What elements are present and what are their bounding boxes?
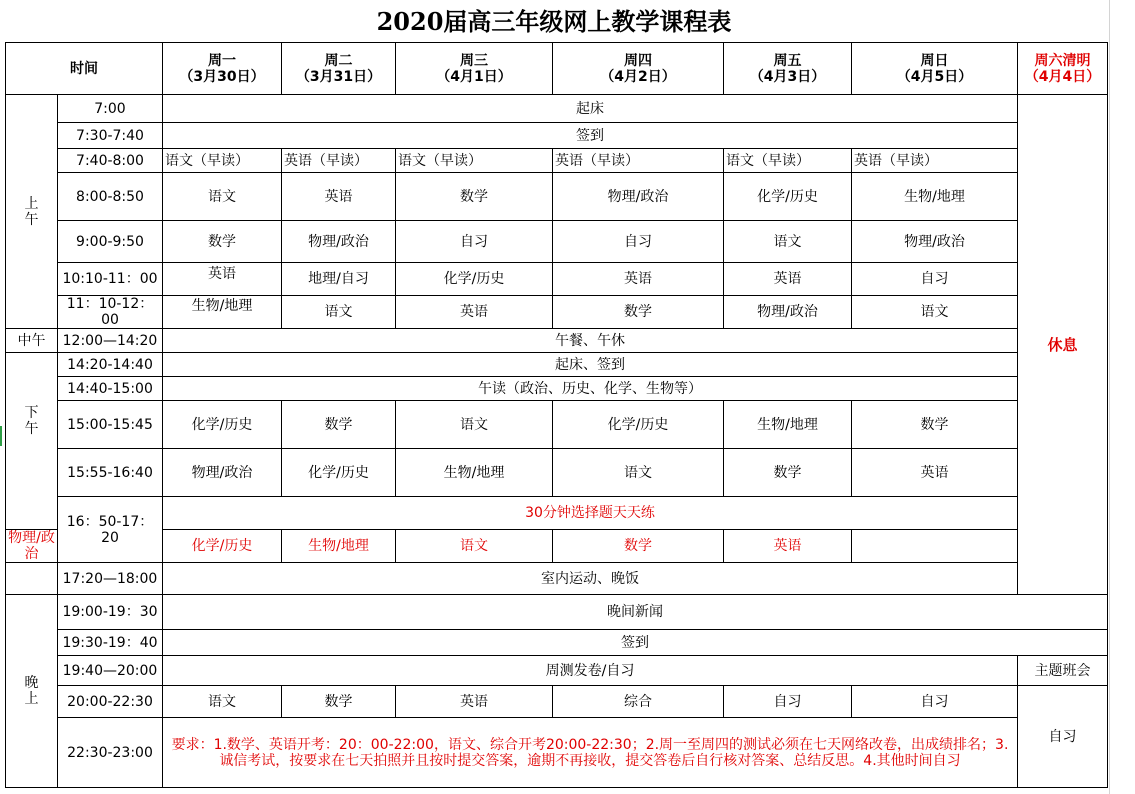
class-cell: 语文（早读）: [724, 149, 852, 173]
time-cell: 19:30-19：40: [58, 630, 163, 656]
class-cell: 英语: [282, 173, 396, 221]
class-cell: 自习: [852, 263, 1018, 296]
class-cell: 英语: [396, 296, 553, 329]
class-cell: 语文: [163, 173, 282, 221]
class-cell: 物理/政治: [163, 449, 282, 497]
table-row: [6, 497, 1108, 530]
row-selection-marker: [0, 426, 2, 446]
time-cell: 11：10-12：00: [58, 296, 163, 329]
merged-cell: 周测发卷/自习: [163, 656, 1018, 686]
time-cell: 19:00-19：30: [58, 595, 163, 630]
class-cell: 物理/政治: [852, 221, 1018, 263]
class-cell: 化学/历史: [724, 173, 852, 221]
class-cell: 英语（早读）: [553, 149, 724, 173]
table-row: [6, 377, 1108, 401]
table-row: [6, 449, 1108, 497]
class-cell: 语文: [852, 296, 1018, 329]
class-cell: 语文: [282, 296, 396, 329]
empty-period-cell: [6, 563, 58, 595]
saturday-cell: 自习: [1018, 686, 1108, 788]
merged-cell: 起床、签到: [163, 353, 1018, 377]
header-day-wed: 周三 （4月1日）: [396, 43, 553, 95]
class-cell: 生物/地理: [396, 449, 553, 497]
class-cell: 语文（早读）: [163, 149, 282, 173]
class-cell: 英语: [724, 263, 852, 296]
class-cell: 语文: [553, 449, 724, 497]
class-cell: 物理/政治: [282, 221, 396, 263]
class-cell: 语文（早读）: [396, 149, 553, 173]
class-cell: 数学: [724, 449, 852, 497]
class-cell: 数学: [553, 530, 724, 563]
table-row: [6, 530, 1108, 563]
saturday-rest: 休息: [1018, 95, 1108, 595]
merged-cell: 签到: [163, 630, 1108, 656]
time-cell: 9:00-9:50: [58, 221, 163, 263]
period-evening: 晚 上: [6, 595, 58, 788]
class-cell: 英语（早读）: [852, 149, 1018, 173]
class-cell: 化学/历史: [396, 263, 553, 296]
header-day-thu: 周四 （4月2日）: [553, 43, 724, 95]
time-cell: 22:30-23:00: [58, 718, 163, 788]
class-cell: 英语: [724, 530, 852, 563]
table-row: [6, 123, 1108, 149]
class-cell: 物理/政治: [6, 530, 58, 563]
merged-cell: 室内运动、晚饭: [163, 563, 1018, 595]
header-day-sat: 周六清明 （4月4日）: [1018, 43, 1108, 95]
table-row: [6, 718, 1108, 788]
class-cell: 数学: [396, 173, 553, 221]
header-day-sun: 周日 （4月5日）: [852, 43, 1018, 95]
table-row: [6, 95, 1108, 123]
table-row: [6, 296, 1108, 329]
sheet-gridline: [1109, 0, 1110, 794]
header-row: [6, 43, 1108, 95]
table-row: [6, 563, 1108, 595]
class-cell: 英语: [163, 263, 282, 296]
class-cell: 数学: [553, 296, 724, 329]
table-row: [6, 401, 1108, 449]
class-cell: 英语: [553, 263, 724, 296]
merged-cell: 签到: [163, 123, 1018, 149]
header-day-tue: 周二 （3月31日）: [282, 43, 396, 95]
time-cell: 8:00-8:50: [58, 173, 163, 221]
class-cell: 自习: [852, 686, 1018, 718]
time-cell: 15:55-16:40: [58, 449, 163, 497]
time-cell: 17:20—18:00: [58, 563, 163, 595]
class-cell: 英语（早读）: [282, 149, 396, 173]
table-row: [6, 656, 1108, 686]
time-cell: 12:00—14:20: [58, 329, 163, 353]
time-cell: 14:40-15:00: [58, 377, 163, 401]
table-row: [6, 149, 1108, 173]
table-row: [6, 595, 1108, 630]
time-cell: 10:10-11：00: [58, 263, 163, 296]
table-row: [6, 221, 1108, 263]
class-cell: 数学: [282, 686, 396, 718]
header-day-mon: 周一 （3月30日）: [163, 43, 282, 95]
class-cell: 英语: [396, 686, 553, 718]
class-cell: 数学: [163, 221, 282, 263]
header-time: 时间: [6, 43, 163, 95]
class-cell: 物理/政治: [553, 173, 724, 221]
period-afternoon: 下 午: [6, 353, 58, 530]
time-cell: 16：50-17：20: [58, 497, 163, 563]
header-day-fri: 周五 （4月3日）: [724, 43, 852, 95]
table-row: [6, 630, 1108, 656]
class-cell: 语文: [724, 221, 852, 263]
time-cell: 7:00: [58, 95, 163, 123]
class-cell: 数学: [852, 401, 1018, 449]
time-cell: 15:00-15:45: [58, 401, 163, 449]
merged-cell: 午读（政治、历史、化学、生物等）: [163, 377, 1018, 401]
time-cell: 7:30-7:40: [58, 123, 163, 149]
class-cell: 生物/地理: [852, 173, 1018, 221]
class-cell: 语文: [396, 530, 553, 563]
class-cell: 数学: [282, 401, 396, 449]
class-cell: 语文: [396, 401, 553, 449]
class-cell: 英语: [852, 449, 1018, 497]
table-row: [6, 353, 1108, 377]
table-row: [6, 329, 1108, 353]
table-row: [6, 173, 1108, 221]
time-cell: 7:40-8:00: [58, 149, 163, 173]
class-cell: 综合: [553, 686, 724, 718]
class-cell: 自习: [396, 221, 553, 263]
time-cell: 20:00-22:30: [58, 686, 163, 718]
schedule-table: [5, 42, 1108, 788]
class-cell: 生物/地理: [724, 401, 852, 449]
merged-cell: 午餐、午休: [163, 329, 1018, 353]
table-row: [6, 263, 1108, 296]
class-cell: 自习: [553, 221, 724, 263]
class-cell: 物理/政治: [724, 296, 852, 329]
period-morning: 上 午: [6, 95, 58, 329]
class-cell: 地理/自习: [282, 263, 396, 296]
merged-cell: 起床: [163, 95, 1018, 123]
class-cell: 化学/历史: [163, 530, 282, 563]
time-cell: 14:20-14:40: [58, 353, 163, 377]
class-cell: 语文: [163, 686, 282, 718]
class-cell: 生物/地理: [282, 530, 396, 563]
class-cell: 化学/历史: [163, 401, 282, 449]
period-noon: 中午: [6, 329, 58, 353]
time-cell: 19:40—20:00: [58, 656, 163, 686]
saturday-cell: 主题班会: [1018, 656, 1108, 686]
table-row: [6, 686, 1108, 718]
class-cell: 化学/历史: [282, 449, 396, 497]
class-cell: 自习: [724, 686, 852, 718]
class-cell: 生物/地理: [163, 296, 282, 329]
practice-banner: 30分钟选择题天天练: [163, 497, 1018, 530]
page-title: 2020届高三年级网上教学课程表: [376, 7, 732, 36]
class-cell: 化学/历史: [553, 401, 724, 449]
merged-cell: 晚间新闻: [163, 595, 1108, 630]
requirements-note: 要求：1.数学、英语开考：20：00-22:00，语文、综合开考20:00-22:30；2.周一至周四的测试必须在七天网络改卷，出成绩排名；3.诚信考试，按要求在七天拍照并且按时提交答案，逾期不再接收，提交答卷后自行核对答案、总结反思。4.其他时间自习: [163, 718, 1018, 788]
